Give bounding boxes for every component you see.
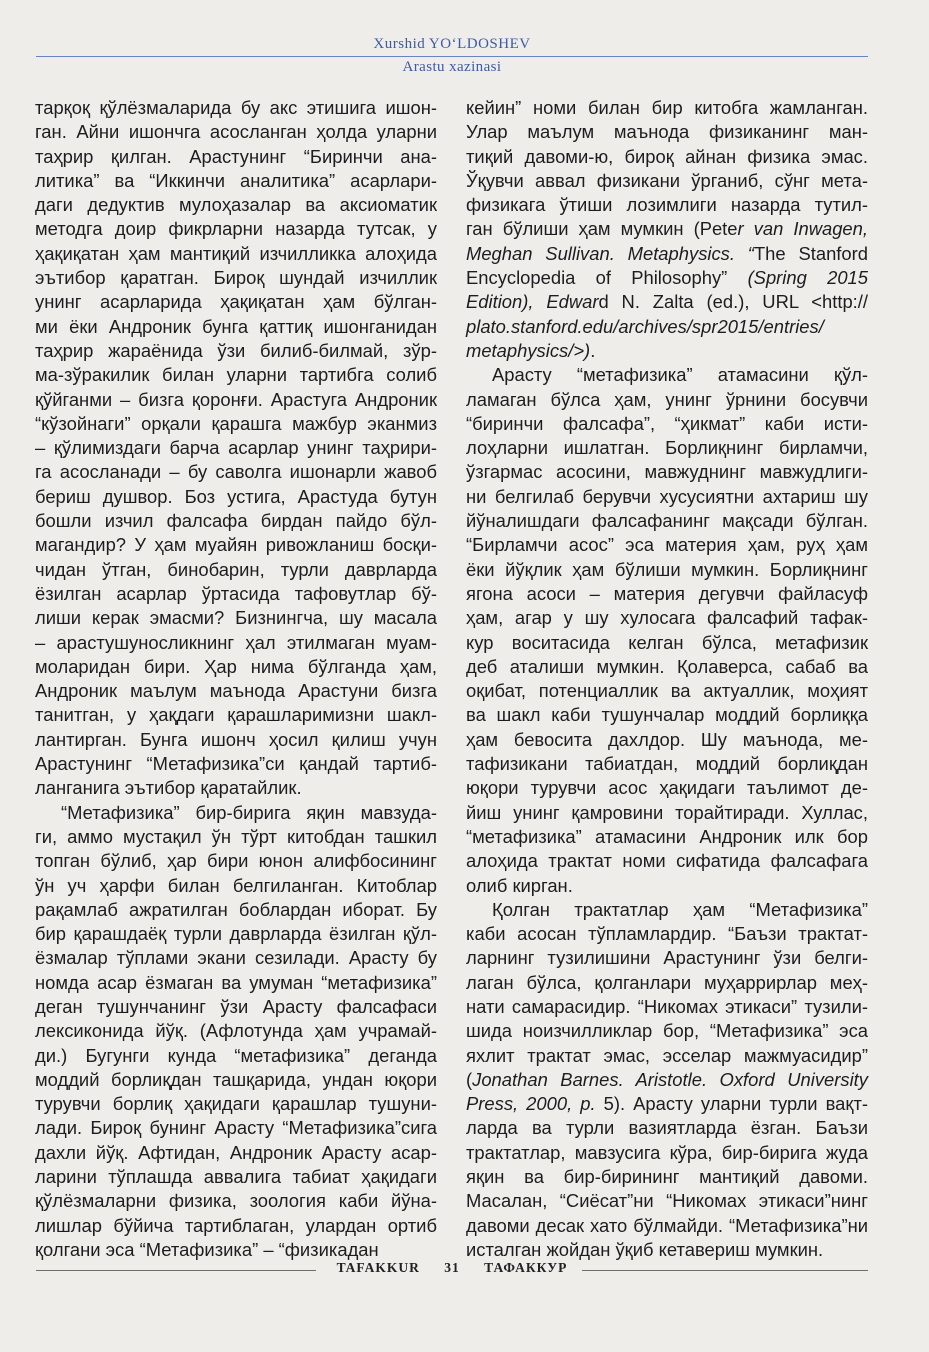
right-column-line: нати самарасидир. “Никомах этикаси” тузили- bbox=[466, 995, 868, 1017]
right-column-line: яқин ва бир-бирининг мантиқий давоми. bbox=[466, 1166, 868, 1188]
left-column-line: га асосланади – бу саволга ишонарли жавоб bbox=[35, 461, 437, 483]
right-column-line: Ўқувчи аввал физикани ўрганиб, сўнг мета- bbox=[466, 169, 868, 191]
left-column-line: деган тушунчанинг ўзи Арасту фалсафаси bbox=[35, 995, 437, 1017]
right-column-line: кур воситасида келган бўлса, метафизик bbox=[466, 631, 868, 653]
right-column-line: деб аталиши мумкин. Қолаверса, сабаб ва bbox=[466, 655, 868, 677]
left-column-line: Андроник маълум маънода Арастуни бизга bbox=[35, 680, 437, 702]
right-column-line: тафизикани табиатдан, моддий борлиқдан bbox=[466, 753, 868, 775]
left-column-line: ёзилган асарлар ўртасида тафовутлар бў- bbox=[35, 582, 437, 604]
left-column-line: лишлар бўйича тартиблаган, улардан ортиб bbox=[35, 1214, 437, 1236]
right-column-line: ҳам бевосита дахлдор. Шу маънода, ме- bbox=[466, 728, 868, 750]
right-column-line: ларда ва турли вазиятларда ёзган. Баъзи bbox=[466, 1117, 868, 1139]
right-column-line: юқори турувчи асос ҳақидаги таълимот де- bbox=[466, 777, 868, 799]
right-column-line: Edition), Edward N. Zalta (ed.), URL <http:// bbox=[466, 291, 869, 313]
left-column-line: унинг асарларида ҳақиқатан ҳам бўлган- bbox=[35, 291, 437, 313]
right-column-line: “Бирламчи асос” эса материя ҳам, руҳ ҳам bbox=[466, 534, 868, 556]
right-column-line: ларнинг тузилишини Арастунинг ўзи белги- bbox=[466, 947, 868, 969]
right-column-line: йўналишдаги фалсафанинг мақсади бўлган. bbox=[466, 510, 868, 532]
right-column-line: шида ноизчилликлар бор, “Метафизика” эса bbox=[466, 1020, 868, 1042]
left-column-line: ланганига эътибор қаратайлик. bbox=[35, 777, 302, 799]
left-column-line: лексиконида йўқ. (Афлотунда ҳам учрамай- bbox=[35, 1020, 437, 1042]
left-column-line: қўйганми – бизга қоронғи. Арастуга Андроник bbox=[35, 388, 437, 410]
right-column-line: кейин” номи билан бир китобга жамланган. bbox=[466, 97, 868, 118]
left-column-line: – арастушуносликнинг ҳал этилмаган муам- bbox=[35, 631, 437, 653]
left-column-line: топган бўлиб, ҳар бири юнон алифбосининг bbox=[35, 850, 437, 872]
page-header bbox=[36, 36, 868, 76]
right-column-line: йиш унинг қамровини торайтиради. Хуллас, bbox=[466, 801, 868, 823]
right-column-line: ҳам, агар у шу хулосага фалсафий тафак- bbox=[466, 607, 868, 629]
right-column-line: “метафизика” атамасини Андроник илк бор bbox=[466, 825, 868, 847]
left-column-line: ги, аммо мустақил ўн тўрт китобдан ташкил bbox=[35, 825, 437, 847]
left-column-line: ма-зўракилик билан уларни тартибга солиб bbox=[35, 364, 437, 386]
left-column-line: ларини тўплашда аввалига табиат ҳақидаги bbox=[35, 1166, 437, 1188]
right-column-line: plato.stanford.edu/archives/spr2015/entries/ bbox=[466, 315, 824, 337]
right-column-line: Қолган трактатлар ҳам “Метафизика” bbox=[492, 898, 868, 920]
left-column-line: қўлёзмаларни физика, зоология каби йўна- bbox=[35, 1190, 437, 1212]
left-column-line: ган. Айни ишончга асосланган ҳолда уларни bbox=[35, 121, 437, 143]
left-column-line: қолгани эса “Метафизика” – “физикадан bbox=[35, 1238, 379, 1260]
left-column-line: моддий борлиқдан ташқарида, ундан юқори bbox=[35, 1068, 437, 1090]
right-column-line: (Jonathan Barnes. Aristotle. Oxford University bbox=[466, 1068, 868, 1090]
footer-journal-cyrillic: ТАФАККУР bbox=[484, 1260, 568, 1275]
right-column-line: лоҳларни ишлатган. Борлиқнинг бирламчи, bbox=[466, 437, 868, 459]
right-column-line: исталган жойдан ўқиб кетавериш мумкин. bbox=[466, 1238, 824, 1260]
right-column-line: Press, 2000, p. 5). Арасту уларни турли вақт- bbox=[466, 1093, 869, 1115]
left-column-line: магандир? У ҳам муайян ривожланиш босқи- bbox=[35, 534, 437, 556]
page-footer bbox=[36, 1260, 868, 1280]
left-column-line: танитган, у ҳақдаги қарашларимизни шакл- bbox=[35, 704, 437, 726]
right-column-line: Улар маълум маънода физиканинг ман- bbox=[466, 121, 868, 143]
right-column-line: ёки йўқлик ҳам бўлиши мумкин. Борлиқнинг bbox=[466, 558, 868, 580]
right-column-line: давоми десак хато бўлмайди. “Метафизика”ни bbox=[466, 1214, 868, 1236]
left-column-line: – қўлимиздаги барча асарлар унинг таҳрири- bbox=[35, 437, 437, 459]
right-column-line: “биринчи фалсафа”, “ҳикмат” каби исти- bbox=[466, 412, 868, 434]
right-column-line: олиб кирган. bbox=[466, 874, 573, 896]
left-column-line: “Метафизика” бир-бирига яқин мавзуда- bbox=[61, 801, 437, 823]
left-column-line: “кўзойнаги” орқали қарашга мажбур эканмиз bbox=[35, 412, 437, 434]
right-column-line: ламаган бўлса ҳам, унинг ўрнини босувчи bbox=[466, 388, 868, 410]
right-column-line: ва шакл каби тушунчалар моддий борлиққа bbox=[466, 704, 868, 726]
right-column-line: оқибат, потенциаллик ва актуаллик, моҳият bbox=[466, 680, 868, 702]
left-column-line: рақамлаб ажратилган боблардан иборат. Бу bbox=[35, 898, 437, 920]
right-column-line: тиқий давоми-ю, бироқ айнан физика эмас. bbox=[466, 145, 868, 167]
left-column-line: литика” ва “Иккинчи аналитика” асарлари- bbox=[35, 169, 437, 191]
right-column bbox=[466, 96, 868, 1262]
right-column-line: ўзгармас асосини, мавжуднинг мавжудлиги- bbox=[466, 461, 868, 483]
left-column-line: ўн уч ҳарфи билан белгиланган. Китоблар bbox=[35, 874, 437, 896]
left-column-line: методга доир фикрларни назарда тутсак, у bbox=[35, 218, 437, 240]
left-column-line: Арастунинг “Метафизика”си қандай тартиб- bbox=[35, 753, 437, 775]
left-column-line: бошли изчил фалсафа бирдан пайдо бўл- bbox=[35, 510, 437, 532]
left-column-line: бир қарашдаёқ турли даврларда ёзилган қўл- bbox=[35, 923, 437, 945]
left-column-line: ёзмалар тўплами экани сезилади. Арасту бу bbox=[35, 947, 437, 969]
left-column-line: таҳрир қилган. Арастунинг “Биринчи ана- bbox=[35, 145, 437, 167]
left-column-line: турувчи борлиқ ҳақидаги қарашлар тушуни- bbox=[35, 1093, 437, 1115]
left-column-line: чидан ўтган, бинобарин, турли даврларда bbox=[35, 558, 437, 580]
right-column-line: ни белгилаб берувчи хусусиятни ахтариш шу bbox=[466, 485, 868, 507]
running-head-author: Xurshid YO‘LDOSHEV bbox=[36, 36, 868, 57]
left-column-line: даги дедуктив мулоҳазалар ва аксиоматик bbox=[35, 194, 437, 216]
left-column-line: ди.) Бугунги кунда “метафизика” деганда bbox=[35, 1044, 437, 1066]
left-column bbox=[35, 96, 437, 1262]
right-column-line: яхлит трактат эмас, эсселар мажмуасидир” bbox=[466, 1044, 868, 1066]
right-column-line: Масалан, “Сиёсат”ни “Никомах этикаси”нинг bbox=[466, 1190, 868, 1212]
left-column-line: моларидан бири. Ҳар нима бўлганда ҳам, bbox=[35, 655, 437, 677]
left-column-line: эътибор қаратган. Бироқ шундай изчиллик bbox=[35, 267, 437, 289]
left-column-line: дахли йўқ. Афтидан, Андроник Арасту асар- bbox=[35, 1141, 437, 1163]
left-column-line: тарқоқ қўлёзмаларида бу акс этишига ишон- bbox=[35, 97, 437, 118]
right-column-line: metaphysics/>). bbox=[466, 339, 596, 361]
left-column-line: ми ёки Андроник бунга қаттиқ ишонганидан bbox=[35, 315, 437, 337]
left-column-line: лиши керак эмасми? Бизнингча, шу масала bbox=[35, 607, 437, 629]
right-column-line: трактатлар, мавзусига кўра, бир-бирига жуда bbox=[466, 1141, 868, 1163]
right-column-line: лаган бўлса, қолганлари муҳаррирлар меҳ- bbox=[466, 971, 868, 993]
right-column-line: ган бўлиши ҳам мумкин (Peter van Inwagen, bbox=[466, 218, 868, 240]
right-column-line: каби асосан тўпламлардир. “Баъзи трактат- bbox=[466, 923, 868, 945]
footer-journal-latin: TAFAKKUR bbox=[336, 1260, 420, 1275]
right-column-line: Encyclopedia of Philosophy” (Spring 2015 bbox=[466, 267, 869, 289]
running-head-section: Arastu xazinasi bbox=[402, 59, 502, 75]
left-column-line: ҳақиқатан ҳам мантиқий изчилликка алоҳида bbox=[35, 242, 437, 264]
right-column-line: Арасту “метафизика” атамасини қўл- bbox=[492, 364, 868, 386]
left-column-line: бериш душвор. Боз устига, Арастуда бутун bbox=[35, 485, 437, 507]
footer-text bbox=[36, 1260, 868, 1276]
right-column-line: Meghan Sullivan. Metaphysics. “The Stanford bbox=[466, 242, 868, 264]
right-column-line: алоҳида трактат номи сифатида фалсафага bbox=[466, 850, 868, 872]
page-number: 31 bbox=[444, 1260, 460, 1275]
left-column-line: лади. Бироқ бунинг Арасту “Метафизика”сига bbox=[35, 1117, 437, 1139]
right-column-line: физикага ўтиши лозимлиги назарда тутил- bbox=[466, 194, 868, 216]
left-column-line: таҳрир жараёнида ўзи билиб-билмай, зўр- bbox=[35, 339, 437, 361]
right-column-line: ягона асоси – материя дегувчи файласуф bbox=[466, 582, 868, 604]
left-column-line: номда асар ёзмаган ва умуман “метафизика” bbox=[35, 971, 437, 993]
left-column-line: лантирган. Бунга ишонч ҳосил қилиш учун bbox=[35, 728, 437, 750]
